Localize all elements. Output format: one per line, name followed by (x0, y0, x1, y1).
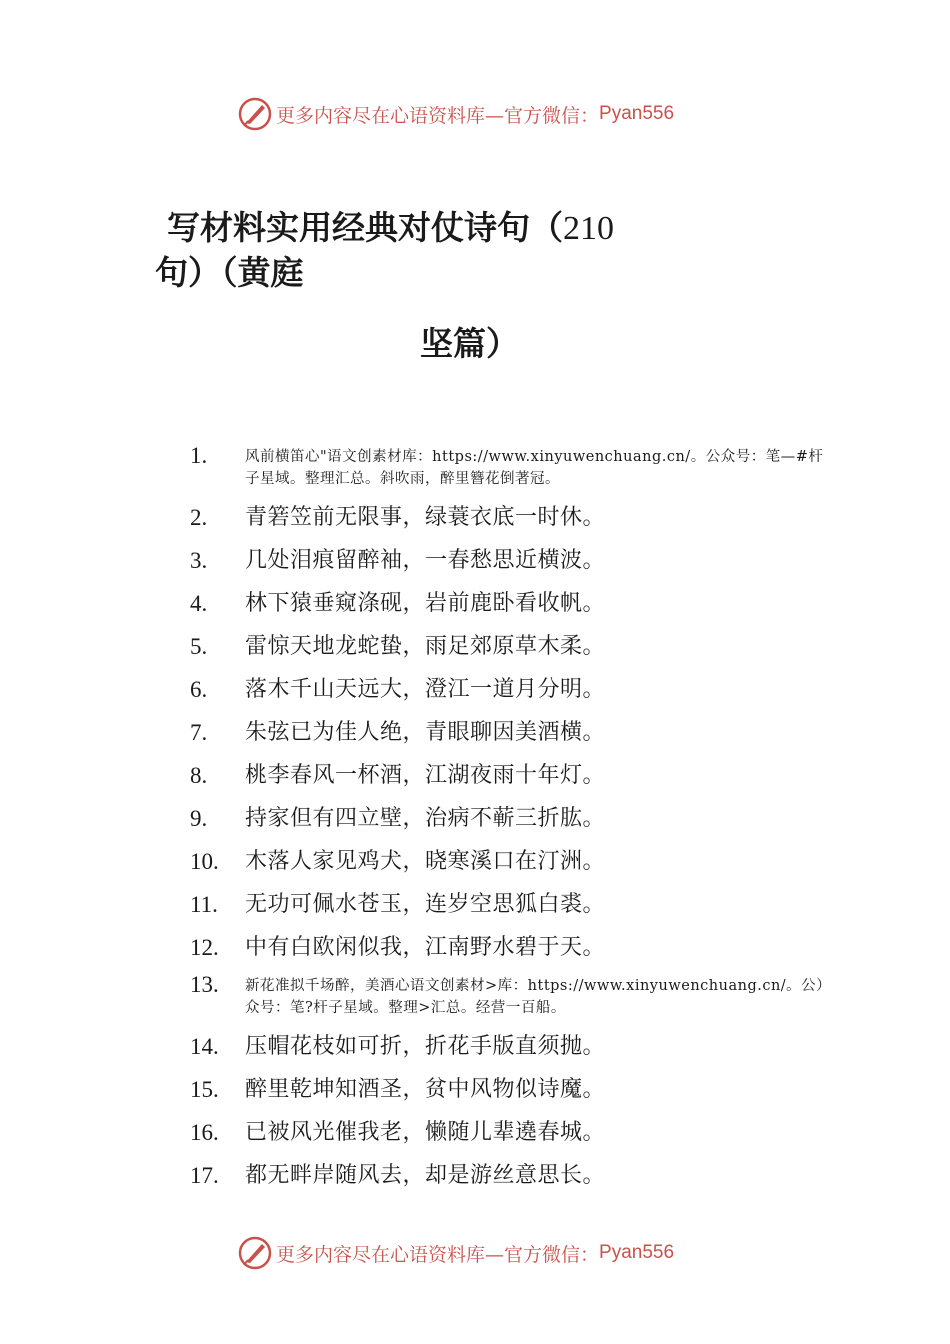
list-item: 4. 林下猿垂窥涤砚，岩前鹿卧看收帆。 (190, 591, 606, 616)
title-count: 210 (563, 210, 614, 247)
list-item: 15. 醉里乾坤知酒圣，贫中风物似诗魔。 (190, 1077, 606, 1102)
quill-pen-logo-icon (238, 97, 272, 131)
banner-text: 更多内容尽在心语资料库—官方微信： (276, 1243, 600, 1266)
verse-list (190, 440, 840, 1197)
title-line1: 写材料实用经典对仗诗句（ (167, 208, 563, 247)
banner-wechat-id: Pyan556 (599, 1242, 675, 1263)
banner-text: 更多内容尽在心语资料库—官方微信： (276, 104, 600, 127)
list-item: 14. 压帽花枝如可折，折花手版直须抛。 (190, 1034, 606, 1059)
list-item: 7. 朱弦已为佳人绝，青眼聊因美酒横。 (190, 720, 606, 745)
banner-wechat-id: Pyan556 (599, 103, 675, 124)
list-item: 11. 无功可佩水苍玉，连岁空思狐白裘。 (190, 892, 606, 917)
list-item: 10. 木落人家见鸡犬，晓寒溪口在汀洲。 (190, 849, 606, 874)
list-item: 6. 落木千山天远大，澄江一道月分明。 (190, 677, 606, 702)
list-item: 3. 几处泪痕留醉袖，一春愁思近横波。 (190, 548, 606, 573)
quill-pen-logo-icon (238, 1236, 272, 1270)
list-item: 12. 中有白欧闲似我，江南野水碧于天。 (190, 935, 606, 960)
list-item: 2. 青箬笠前无限事，绿蓑衣底一时休。 (190, 505, 606, 530)
list-item: 5. 雷惊天地龙蛇蛰，雨足郊原草木柔。 (190, 634, 606, 659)
list-item: 13. 新花准拟千场醉，美酒心语文创素材>库：https://www.xinyuwenchuang.cn/。公）众号：笔?杆子星域。整理>汇总。经营一百船。 (190, 972, 832, 1016)
list-item: 9. 持家但有四立壁，治病不蕲三折肱。 (190, 806, 606, 831)
list-item: 1. 风前横笛心"语文创素材库：https://www.xinyuwenchuang.cn/。公众号：笔—#杆子星域。整理汇总。斜吹雨，醉里簪花倒著冠。 (190, 443, 824, 487)
header-banner (238, 96, 674, 132)
title-line2: 句）（黄庭 (155, 253, 304, 292)
document-title (155, 206, 675, 295)
footer-banner (238, 1235, 674, 1271)
list-item: 16. 已被风光催我老，懒随儿辈遶春城。 (190, 1120, 606, 1145)
list-item: 17. 都无畔岸随风去，却是游丝意思长。 (190, 1163, 606, 1188)
list-item: 8. 桃李春风一杯酒，江湖夜雨十年灯。 (190, 763, 606, 788)
title-line3: 坚篇） (420, 324, 519, 363)
